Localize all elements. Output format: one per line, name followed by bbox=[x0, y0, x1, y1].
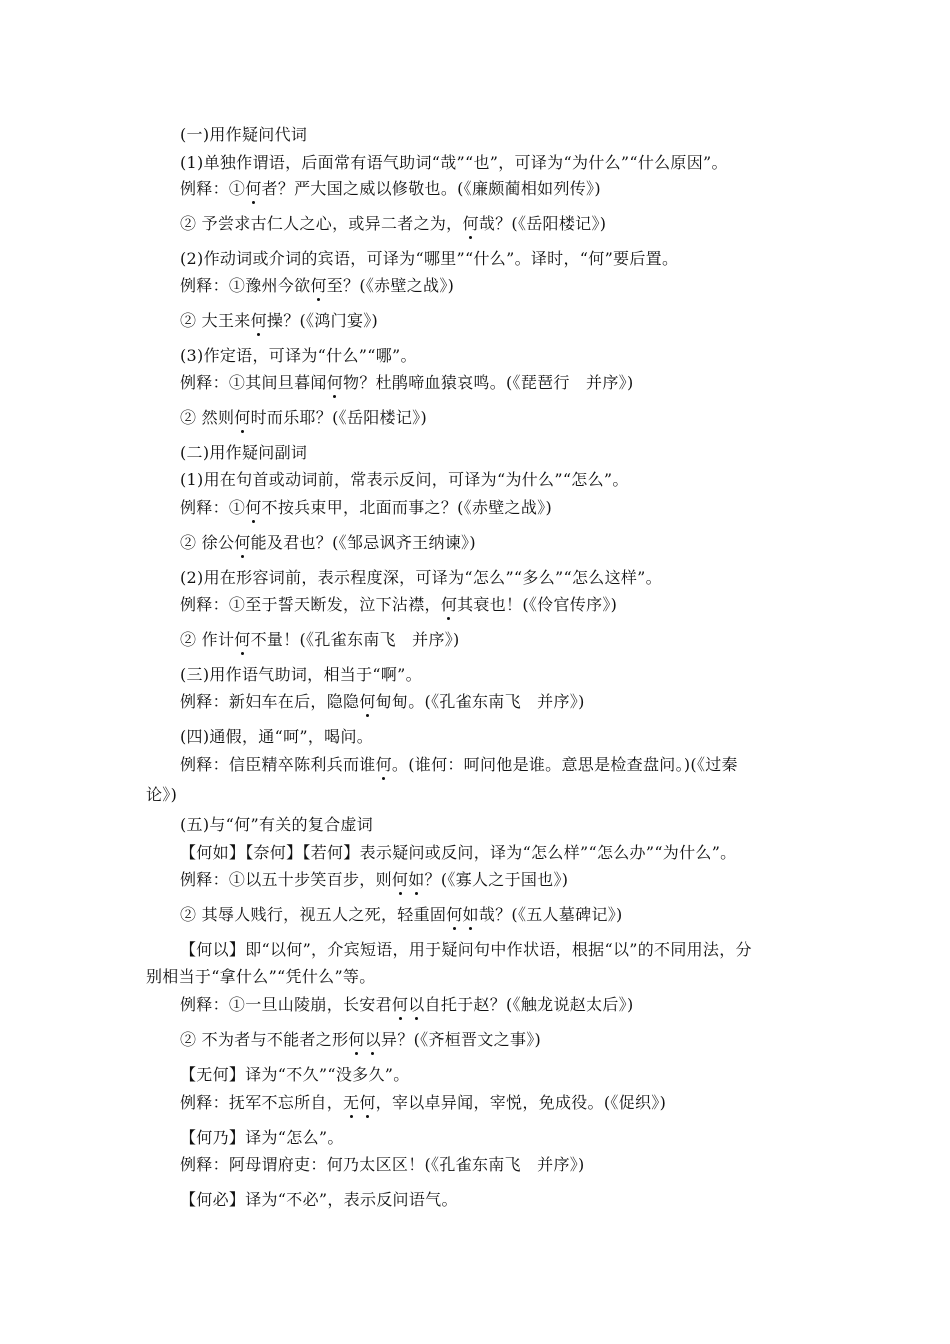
text-run: (二)用作疑问副词 bbox=[180, 443, 308, 462]
text-line bbox=[180, 275, 454, 297]
text-run: (四)通假，通“呵”，喝问。 bbox=[180, 727, 374, 746]
text-line bbox=[180, 869, 568, 891]
emphasized-char: 何 bbox=[375, 755, 392, 774]
text-run: 例释：① bbox=[180, 498, 246, 517]
text-run: 其衰也！(《伶官传序》) bbox=[457, 595, 618, 614]
emphasized-char: 何 bbox=[250, 311, 267, 330]
text-line bbox=[180, 629, 460, 651]
text-run: ② 作计 bbox=[180, 630, 235, 649]
text-run: ，宰以卓异闻，宰悦，免成役。(《促织》) bbox=[375, 1093, 667, 1112]
text-line bbox=[180, 1154, 585, 1176]
text-run: ② 其辱人贱行，视五人之死，轻重固 bbox=[180, 905, 447, 924]
text-run: ② 大王来 bbox=[180, 311, 251, 330]
text-run: (三)用作语气助词，相当于“啊”。 bbox=[180, 665, 422, 684]
emphasized-char: 如 bbox=[408, 870, 425, 889]
text-line bbox=[180, 754, 738, 776]
text-line bbox=[180, 726, 373, 748]
text-run: 不按兵束甲，北面而事之？(《赤壁之战》) bbox=[261, 498, 553, 517]
text-run: 例释：阿母谓府吏：何乃太区区！(《孔雀东南飞 并序》) bbox=[180, 1155, 585, 1174]
text-line bbox=[180, 1064, 410, 1086]
text-run: 例释：①以五十步笑百步，则 bbox=[180, 870, 392, 889]
emphasized-char: 何 bbox=[391, 995, 409, 1014]
text-run: 论》) bbox=[146, 785, 178, 804]
text-run: 【何如】【奈何】【若何】表示疑问或反问，译为“怎么样”“怎么办”“为什么”。 bbox=[180, 843, 737, 862]
text-run: ② 然则 bbox=[180, 408, 235, 427]
text-run: 物？杜鹃啼血猿哀鸣。(《琵琶行 并序》) bbox=[343, 373, 634, 392]
emphasized-char: 何 bbox=[245, 498, 262, 517]
text-line bbox=[180, 532, 476, 554]
text-line bbox=[180, 904, 623, 926]
text-run: 例释：抚军不忘所自， bbox=[180, 1093, 344, 1112]
text-line bbox=[180, 1029, 541, 1051]
text-line bbox=[180, 124, 307, 146]
text-run: 例释：①至于誓天断发，泣下沾襟， bbox=[180, 595, 441, 614]
text-run: 时而乐耶？(《岳阳楼记》) bbox=[250, 408, 427, 427]
text-run: (五)与“何”有关的复合虚词 bbox=[180, 815, 374, 834]
text-run: 例释：①一旦山陵崩，长安君 bbox=[180, 995, 392, 1014]
text-run: 能及君也？(《邹忌讽齐王纳谏》) bbox=[250, 533, 476, 552]
text-line bbox=[180, 178, 601, 200]
text-run: 例释：① bbox=[180, 179, 246, 198]
emphasized-char: 何 bbox=[359, 692, 376, 711]
emphasized-char: 何 bbox=[234, 408, 251, 427]
text-line bbox=[180, 814, 373, 836]
text-line bbox=[180, 1127, 344, 1149]
text-run: (1)用在句首或动词前，常表示反问，可译为“为什么”“怎么”。 bbox=[180, 470, 629, 489]
emphasized-char: 何 bbox=[348, 1030, 365, 1049]
emphasized-char: 何 bbox=[462, 214, 479, 233]
text-run: ② 不为者与不能者之形 bbox=[180, 1030, 349, 1049]
text-run: 例释：①豫州今欲 bbox=[180, 276, 311, 295]
emphasized-char: 如 bbox=[462, 905, 479, 924]
text-run: 自托于赵？(《触龙说赵太后》) bbox=[424, 995, 634, 1014]
text-run: 【无何】译为“不久”“没多久”。 bbox=[180, 1065, 410, 1084]
text-run: 。(谁何：呵问他是谁。意思是检查盘问。)(《过秦 bbox=[391, 755, 738, 774]
text-run: (1)单独作谓语，后面常有语气助词“哉”“也”，可译为“为什么”“什么原因”。 bbox=[180, 153, 728, 172]
text-line bbox=[180, 469, 629, 491]
text-line bbox=[180, 1092, 666, 1114]
text-run: 异？(《齐桓晋文之事》) bbox=[381, 1030, 542, 1049]
text-line bbox=[180, 1189, 458, 1211]
emphasized-char: 何 bbox=[359, 1093, 376, 1112]
text-run: ？(《寡人之于国也》) bbox=[424, 870, 569, 889]
emphasized-char: 以 bbox=[408, 995, 425, 1014]
text-run: 【何必】译为“不必”，表示反问语气。 bbox=[180, 1190, 458, 1209]
text-run: 【何乃】译为“怎么”。 bbox=[180, 1128, 344, 1147]
text-run: 操？(《鸿门宴》) bbox=[266, 311, 379, 330]
text-line bbox=[180, 152, 728, 174]
emphasized-char: 何 bbox=[446, 905, 463, 924]
text-run: 哉？(《岳阳楼记》) bbox=[478, 214, 607, 233]
text-run: 甸甸。(《孔雀东南飞 并序》) bbox=[375, 692, 585, 711]
text-line bbox=[180, 691, 585, 713]
text-run: (一)用作疑问代词 bbox=[180, 125, 308, 144]
text-line bbox=[180, 994, 634, 1016]
text-line bbox=[180, 594, 617, 616]
text-run: 不量！(《孔雀东南飞 并序》) bbox=[250, 630, 460, 649]
text-run: 至？(《赤壁之战》) bbox=[326, 276, 455, 295]
emphasized-char: 何 bbox=[391, 870, 409, 889]
emphasized-char: 何 bbox=[234, 630, 251, 649]
text-line bbox=[180, 407, 427, 429]
text-line bbox=[180, 939, 752, 961]
text-run: (2)用在形容词前，表示程度深，可译为“怎么”“多么”“怎么这样”。 bbox=[180, 568, 662, 587]
emphasized-char: 何 bbox=[234, 533, 251, 552]
emphasized-char: 何 bbox=[245, 179, 262, 198]
text-line bbox=[180, 310, 378, 332]
text-line bbox=[180, 345, 417, 367]
text-run: ② 徐公 bbox=[180, 533, 235, 552]
text-run: 【何以】即“以何”，介宾短语，用于疑问句中作状语，根据“以”的不同用法，分 bbox=[180, 940, 752, 959]
text-run: (3)作定语，可译为“什么”“哪”。 bbox=[180, 346, 417, 365]
text-run: 例释：①其间旦暮闻 bbox=[180, 373, 327, 392]
text-line bbox=[180, 842, 736, 864]
text-line bbox=[180, 442, 307, 464]
text-line bbox=[146, 966, 376, 988]
text-line bbox=[180, 497, 552, 519]
emphasized-char: 何 bbox=[326, 373, 344, 392]
text-run: 哉？(《五人墓碑记》) bbox=[478, 905, 623, 924]
text-line bbox=[146, 784, 177, 806]
emphasized-char: 何 bbox=[440, 595, 458, 614]
emphasized-char: 何 bbox=[310, 276, 327, 295]
text-run: ② 予尝求古仁人之心，或异二者之为， bbox=[180, 214, 463, 233]
text-run: 者？严大国之威以修敬也。(《廉颇蔺相如列传》) bbox=[261, 179, 601, 198]
text-line bbox=[180, 248, 678, 270]
text-run: (2)作动词或介词的宾语，可译为“哪里”“什么”。译时，“何”要后置。 bbox=[180, 249, 679, 268]
text-line bbox=[180, 664, 422, 686]
text-run: 例释：信臣精卒陈利兵而谁 bbox=[180, 755, 376, 774]
emphasized-char: 以 bbox=[364, 1030, 382, 1049]
text-run: 例释：新妇车在后，隐隐 bbox=[180, 692, 360, 711]
text-line bbox=[180, 372, 634, 394]
text-line bbox=[180, 213, 606, 235]
text-run: 别相当于“拿什么”“凭什么”等。 bbox=[146, 967, 376, 986]
emphasized-char: 无 bbox=[343, 1093, 360, 1112]
text-line bbox=[180, 567, 662, 589]
